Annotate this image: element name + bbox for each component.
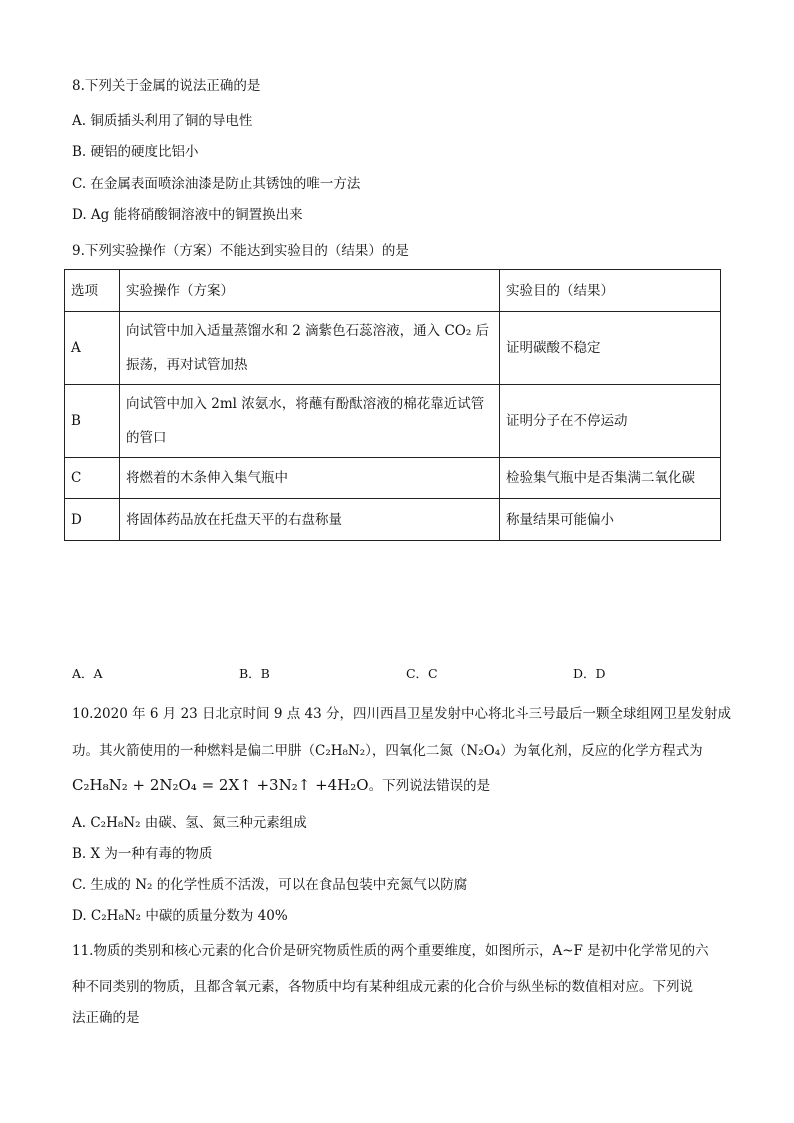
header-operation: 实验操作（方案） bbox=[120, 270, 500, 312]
row-option: D bbox=[65, 499, 120, 541]
q10-stem-line2: 功。其火箭使用的一种燃料是偏二甲肼（C₂H₈N₂），四氧化二氮（N₂O₄）为氧化剂，反应的化学方程式为 bbox=[72, 743, 703, 759]
q10-equation: C₂H₈N₂ + 2N₂O₄ = 2X↑ +3N₂↑ +4H₂O bbox=[72, 776, 369, 794]
table-row bbox=[65, 499, 721, 541]
q8-option-a: A. 铜质插头利用了铜的导电性 bbox=[72, 113, 253, 129]
q11-stem-line1: 11.物质的类别和核心元素的化合价是研究物质性质的两个重要维度，如图所示，A~F 是初中化学常见的六 bbox=[72, 943, 709, 959]
row-option: A bbox=[65, 312, 120, 385]
row-operation: 将燃着的木条伸入集气瓶中 bbox=[120, 458, 500, 499]
q10-equation-tail: 。下列说法错误的是 bbox=[368, 778, 491, 794]
q10-equation-line bbox=[72, 774, 490, 794]
q10-option-b: B. X 为一种有毒的物质 bbox=[72, 846, 213, 862]
row-option: C bbox=[65, 458, 120, 499]
q11-stem-line3: 法正确的是 bbox=[72, 1010, 140, 1026]
q9-answer-d: D．D bbox=[572, 666, 606, 681]
q8-option-c: C. 在金属表面喷涂油漆是防止其锈蚀的唯一方法 bbox=[72, 176, 361, 192]
q10-option-a: A. C₂H₈N₂ 由碳、氢、氮三种元素组成 bbox=[72, 815, 307, 831]
row-option: B bbox=[65, 385, 120, 458]
q10-option-c: C. 生成的 N₂ 的化学性质不活泼，可以在食品包装中充氮气以防腐 bbox=[72, 877, 468, 893]
header-option: 选项 bbox=[65, 270, 120, 312]
table-row bbox=[65, 312, 721, 385]
table-row bbox=[65, 458, 721, 499]
q10-option-d: D. C₂H₈N₂ 中碳的质量分数为 40% bbox=[72, 908, 288, 924]
q9-stem: 9.下列实验操作（方案）不能达到实验目的（结果）的是 bbox=[72, 243, 409, 259]
row-purpose: 称量结果可能偏小 bbox=[500, 499, 721, 541]
row-purpose: 证明碳酸不稳定 bbox=[500, 312, 721, 385]
row-purpose: 检验集气瓶中是否集满二氧化碳 bbox=[500, 458, 721, 499]
table-header-row bbox=[65, 270, 721, 312]
header-purpose: 实验目的（结果） bbox=[500, 270, 721, 312]
q8-option-d: D. Ag 能将硝酸铜溶液中的铜置换出来 bbox=[72, 207, 303, 223]
q9-answer-a: A．A bbox=[72, 666, 103, 681]
q8-option-b: B. 硬铝的硬度比铝小 bbox=[72, 144, 199, 160]
row-operation: 将固体药品放在托盘天平的右盘称量 bbox=[120, 499, 500, 541]
row-operation: 向试管中加入 2ml 浓氨水，将蘸有酚酞溶液的棉花靠近试管的管口 bbox=[120, 385, 500, 458]
q11-stem-line2: 种不同类别的物质，且都含氧元素，各物质中均有某种组成元素的化合价与纵坐标的数值相对应。下列说 bbox=[72, 979, 693, 995]
q9-table bbox=[64, 269, 721, 541]
q9-answer-b: B．B bbox=[238, 666, 270, 681]
table-row bbox=[65, 385, 721, 458]
row-purpose: 证明分子在不停运动 bbox=[500, 385, 721, 458]
row-operation: 向试管中加入适量蒸馏水和 2 滴紫色石蕊溶液，通入 CO₂ 后振荡，再对试管加热 bbox=[120, 312, 500, 385]
q9-answers bbox=[72, 664, 606, 682]
q9-answer-c: C．C bbox=[405, 666, 438, 681]
q10-stem-line1: 10.2020 年 6 月 23 日北京时间 9 点 43 分，四川西昌卫星发射中心将北斗三号最后一颗全球组网卫星发射成 bbox=[72, 706, 731, 722]
q8-stem: 8.下列关于金属的说法正确的是 bbox=[72, 78, 261, 94]
